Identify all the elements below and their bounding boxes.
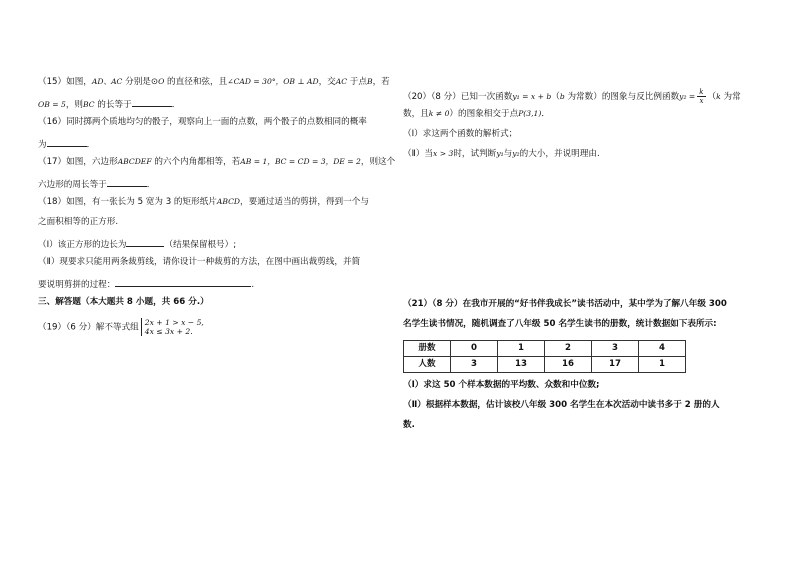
question-16: （16）同时掷两个质地均匀的骰子，观察向上一面的点数，两个骰子的点数相同的概率 (38, 117, 367, 127)
table-row (404, 341, 686, 357)
question-15-line-2: OB = 5，则BC 的长等于 ． (38, 100, 181, 110)
question-20-part-1: （Ⅰ）求这两个函数的解析式； (403, 129, 518, 139)
question-15: （15）如图，AD、AC 分别是⊙O 的直径和弦，且∠CAD = 30°，OB ⊥ AD，交AC 于点B，若 (38, 77, 390, 87)
question-18-part-2-line-2: 要说明剪拼的过程： . (38, 280, 255, 290)
table-header-cell: 册数 (404, 341, 451, 357)
answer-space-20 (403, 170, 755, 300)
answer-blank-16[interactable] (47, 138, 87, 147)
answer-blank-17[interactable] (107, 178, 147, 187)
question-21-part-1: （Ⅰ）求这 50 个样本数据的平均数、众数和中位数; (403, 380, 600, 390)
question-21-part-2-line-2: 数. (403, 420, 415, 430)
answer-blank-18-2[interactable] (115, 278, 251, 287)
table-cell: 2 (545, 341, 592, 357)
question-20-line-2: 数，且k ≠ 0）的图象相交于点P(3,1)． (403, 109, 550, 119)
table-cell: 4 (639, 341, 686, 357)
table-cell: 1 (498, 341, 545, 357)
books-table (403, 340, 686, 373)
table-cell: 17 (592, 357, 639, 373)
table-row (404, 357, 686, 373)
answer-blank-15[interactable] (132, 98, 172, 107)
table-cell: 16 (545, 357, 592, 373)
question-17-line-2: 六边形的周长等于 ． (38, 180, 156, 190)
question-21-line-2: 名学生读书情况，随机调查了八年级 50 名学生读书的册数，统计数据如下表所示: (403, 319, 717, 329)
table-cell: 1 (639, 357, 686, 373)
question-19: （19）（6 分）解不等式组 2x + 1 > x − 5, 4x ≤ 3x + 2. (38, 318, 204, 336)
table-cell: 13 (498, 357, 545, 373)
question-18-part-2: （Ⅱ）现要求只能用两条裁剪线，请你设计一种裁剪的方法，在图中画出裁剪线，并简 (38, 257, 361, 267)
table-cell: 3 (451, 357, 498, 373)
table-cell: 3 (592, 341, 639, 357)
right-column (403, 88, 755, 441)
question-18: （18）如图，有一张长为 5 宽为 3 的矩形纸片ABCD，要通过适当的剪拼，得到一个与 (38, 197, 369, 207)
question-18-part-1: （Ⅰ）该正方形的边长为 （结果保留根号）; (38, 240, 237, 250)
question-16-line-2: 为 ． (38, 140, 96, 150)
table-cell: 0 (451, 341, 498, 357)
table-header-cell: 人数 (404, 357, 451, 373)
fraction-k-over-x: $\frac{k}{x}$ (699, 88, 704, 105)
answer-blank-18-1[interactable] (126, 238, 164, 247)
question-21-part-2: （Ⅱ）根据样本数据，估计该校八年级 300 名学生在本次活动中读书多于 2 册的人 (403, 400, 720, 410)
question-21: （21）（8 分）在我市开展的“好书伴我成长”读书活动中，某中学为了解八年级 300 (403, 299, 727, 309)
question-18-line-2: 之面积相等的正方形. (38, 217, 119, 227)
section-3-heading: 三、解答题（本大题共 8 小题，共 66 分.） (38, 297, 209, 307)
left-column (38, 78, 396, 347)
question-17: （17）如图，六边形ABCDEF 的六个内角都相等，若AB = 1，BC = CD = 3，DE = 2，则这个 (38, 157, 396, 167)
inequality-system: 2x + 1 > x − 5, 4x ≤ 3x + 2. (141, 318, 204, 336)
question-20: （20）（8 分）已知一次函数y₁ = x + b（b 为常数）的图象与反比例函数y₂ = $\frac{k}{x}$ （k 为常 (403, 88, 741, 105)
question-20-part-2: （Ⅱ）当x > 3时，试判断y₁与y₂的大小，并说明理由. (403, 149, 600, 159)
